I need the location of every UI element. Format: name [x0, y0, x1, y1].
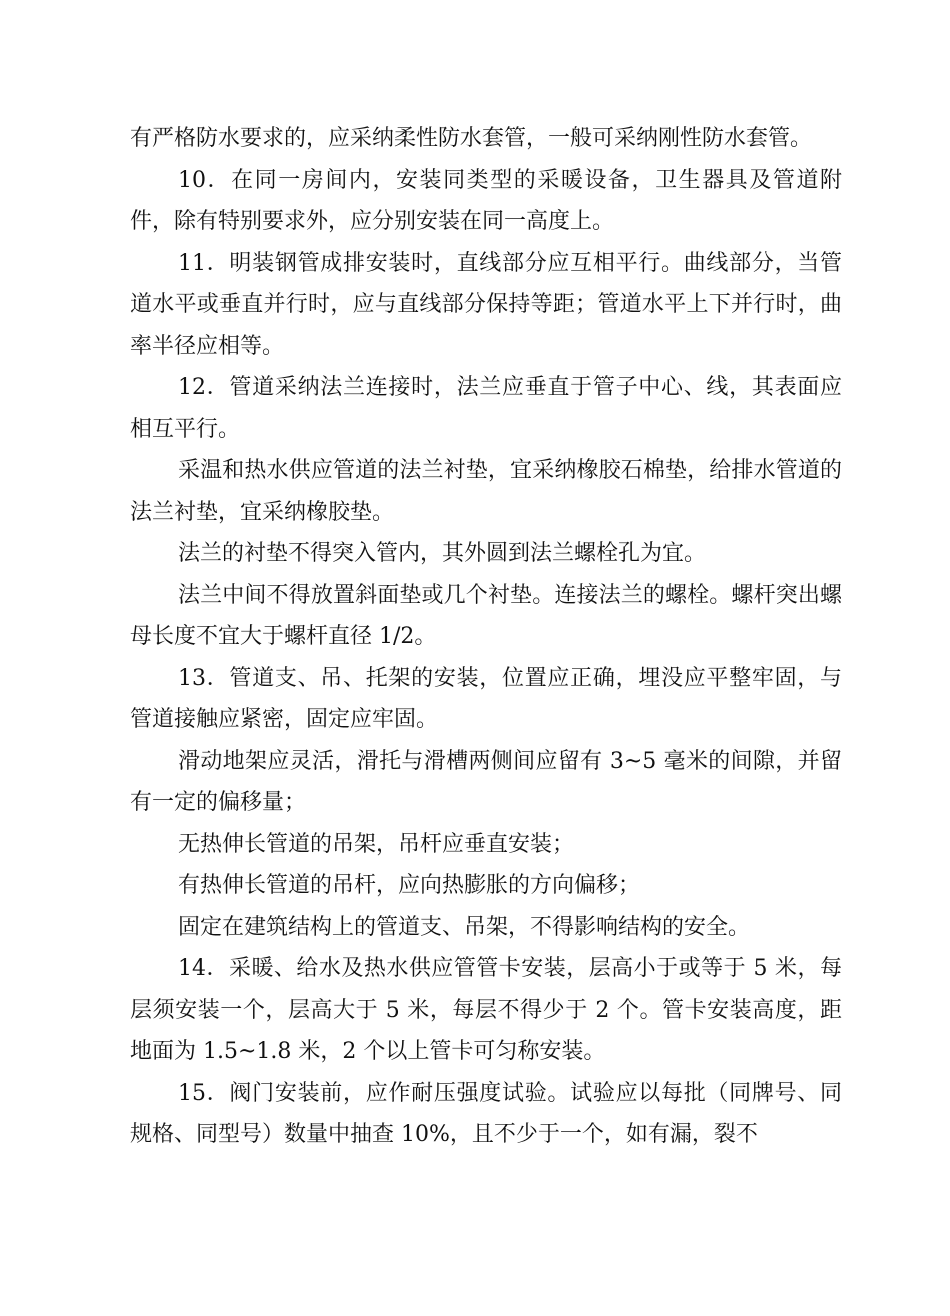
paragraph-item-15: 15．阀门安装前，应作耐压强度试验。试验应以每批（同牌号、同规格、同型号）数量中抽查 10%，且不少于一个，如有漏，裂不 [130, 1080, 842, 1147]
paragraph-continuation: 有严格防水要求的，应采纳柔性防水套管，一般可采纳刚性防水套管。 [130, 126, 813, 151]
paragraph-item-14: 14．采暖、给水及热水供应管管卡安装，层高小于或等于 5 米，每层须安装一个，层高大于 5 米，每层不得少于 2 个。管卡安装高度，距地面为 1.5~1.8 米，2 个以上管卡可匀称安装。 [130, 956, 842, 1064]
paragraph-hanger-no-expansion: 无热伸长管道的吊架，吊杆应垂直安装； [178, 831, 575, 857]
paragraph-hanger-with-expansion: 有热伸长管道的吊杆，应向热膨胀的方向偏移； [178, 873, 641, 898]
paragraph-item-13: 13．管道支、吊、托架的安装，位置应正确，埋没应平整牢固，与管道接触应紧密，固定应牢固。 [130, 665, 842, 732]
paragraph-structural-supports: 固定在建筑结构上的管道支、吊架，不得影响结构的安全。 [178, 914, 751, 940]
paragraph-item-12: 12．管道采纳法兰连接时，法兰应垂直于管子中心、线，其表面应相互平行。 [130, 375, 842, 442]
paragraph-sliding-support: 滑动地架应灵活，滑托与滑槽两侧间应留有 3~5 毫米的间隙，并留有一定的偏移量； [130, 748, 842, 815]
paragraph-item-10: 10．在同一房间内，安装同类型的采暖设备，卫生器具及管道附件，除有特别要求外，应分别安装在同一高度上。 [130, 167, 842, 234]
paragraph-flange-bolts: 法兰中间不得放置斜面垫或几个衬垫。连接法兰的螺栓。螺杆突出螺母长度不宜大于螺杆直径 1/2。 [130, 582, 842, 649]
paragraph-flange-gasket-material: 采温和热水供应管道的法兰衬垫，宜采纳橡胶石棉垫，给排水管道的法兰衬垫，宜采纳橡胶垫。 [130, 458, 842, 525]
paragraph-flange-gasket-position: 法兰的衬垫不得突入管内，其外圆到法兰螺栓孔为宜。 [178, 541, 707, 566]
paragraph-item-11: 11．明装钢管成排安装时，直线部分应互相平行。曲线部分，当管道水平或垂直并行时，应与直线部分保持等距；管道水平上下并行时，曲率半径应相等。 [130, 250, 842, 359]
document-body [130, 118, 842, 1156]
